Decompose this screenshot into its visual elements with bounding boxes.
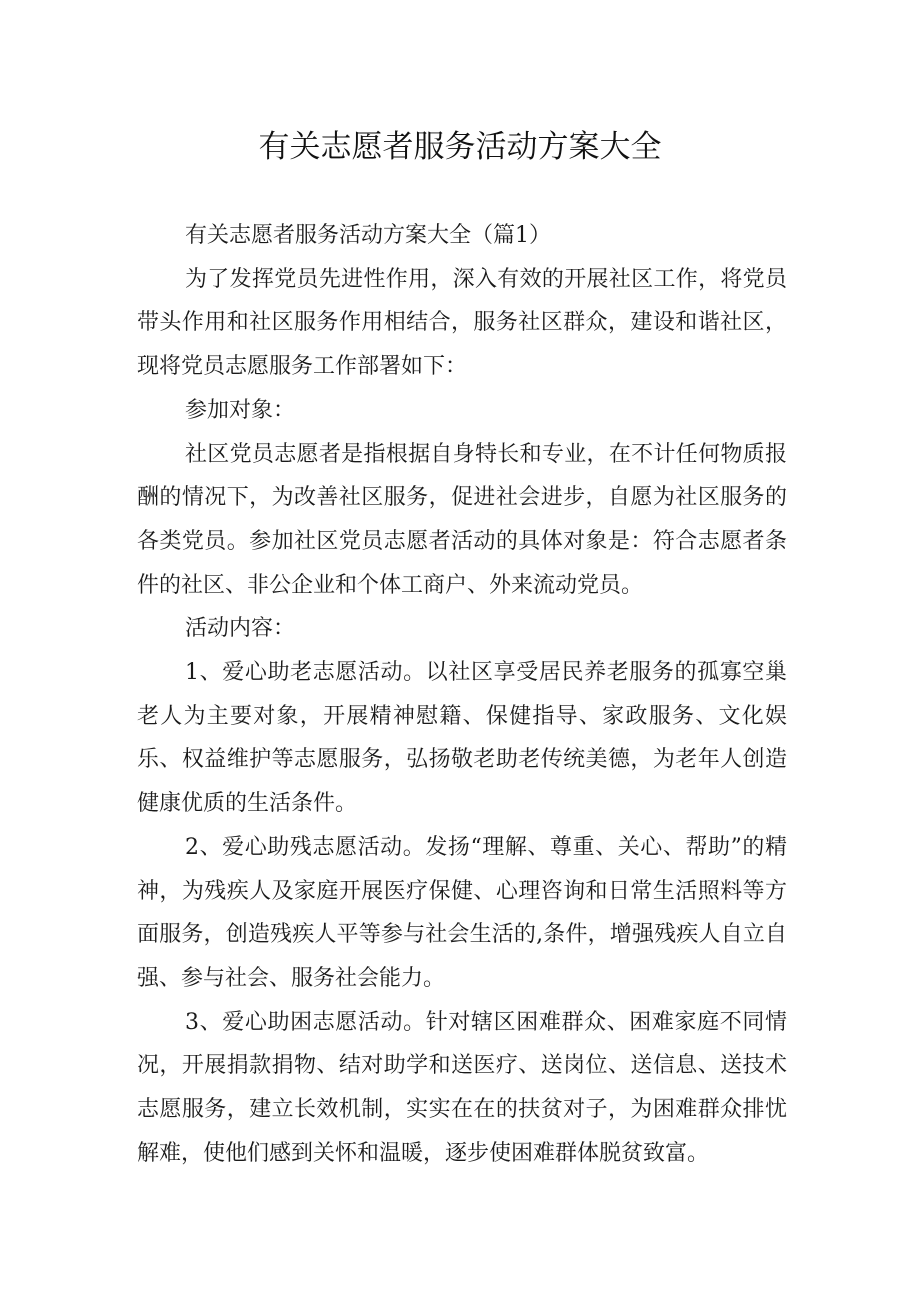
activities-heading: 活动内容：: [185, 616, 296, 642]
activity-poverty-paragraph: 3、爱心助困志愿活动。针对辖区困难群众、困难家庭不同情况，开展捐款捐物、结对助学和送医疗、送岗位、送信息、送技术志愿服务，建立长效机制，实实在在的扶贫对子，为困难群众排忧解难，使他们感到关怀和温暖，逐步使困难群体脱贫致富。: [137, 1009, 787, 1166]
activity-disabled-paragraph: 2、爱心助残志愿活动。发扬“理解、尊重、关心、帮助”的精神，为残疾人及家庭开展医疗保健、心理咨询和日常生活照料等方面服务，创造残疾人平等参与社会生活的,条件，增强残疾人自立自强、参与社会、服务社会能力。: [137, 834, 787, 991]
document-title: 有关志愿者服务活动方案大全: [258, 129, 662, 165]
document-body: [137, 214, 787, 1175]
activity-elderly-paragraph: 1、爱心助老志愿活动。以社区享受居民养老服务的孤寡空巢老人为主要对象，开展精神慰籍、保健指导、家政服务、文化娱乐、权益维护等志愿服务，弘扬敬老助老传统美德，为老年人创造健康优质的生活条件。: [137, 660, 787, 817]
intro-paragraph: 为了发挥党员先进性作用，深入有效的开展社区工作，将党员带头作用和社区服务作用相结合，服务社区群众，建设和谐社区，现将党员志愿服务工作部署如下：: [137, 266, 787, 380]
section-heading: 有关志愿者服务活动方案大全（篇1）: [185, 223, 551, 248]
participants-paragraph: 社区党员志愿者是指根据自身特长和专业，在不计任何物质报酬的情况下，为改善社区服务，促进社会进步，自愿为社区服务的各类党员。参加社区党员志愿者活动的具体对象是：符合志愿者条件的社区、非公企业和个体工商户、外来流动党员。: [137, 441, 787, 598]
participants-heading: 参加对象：: [185, 397, 296, 423]
